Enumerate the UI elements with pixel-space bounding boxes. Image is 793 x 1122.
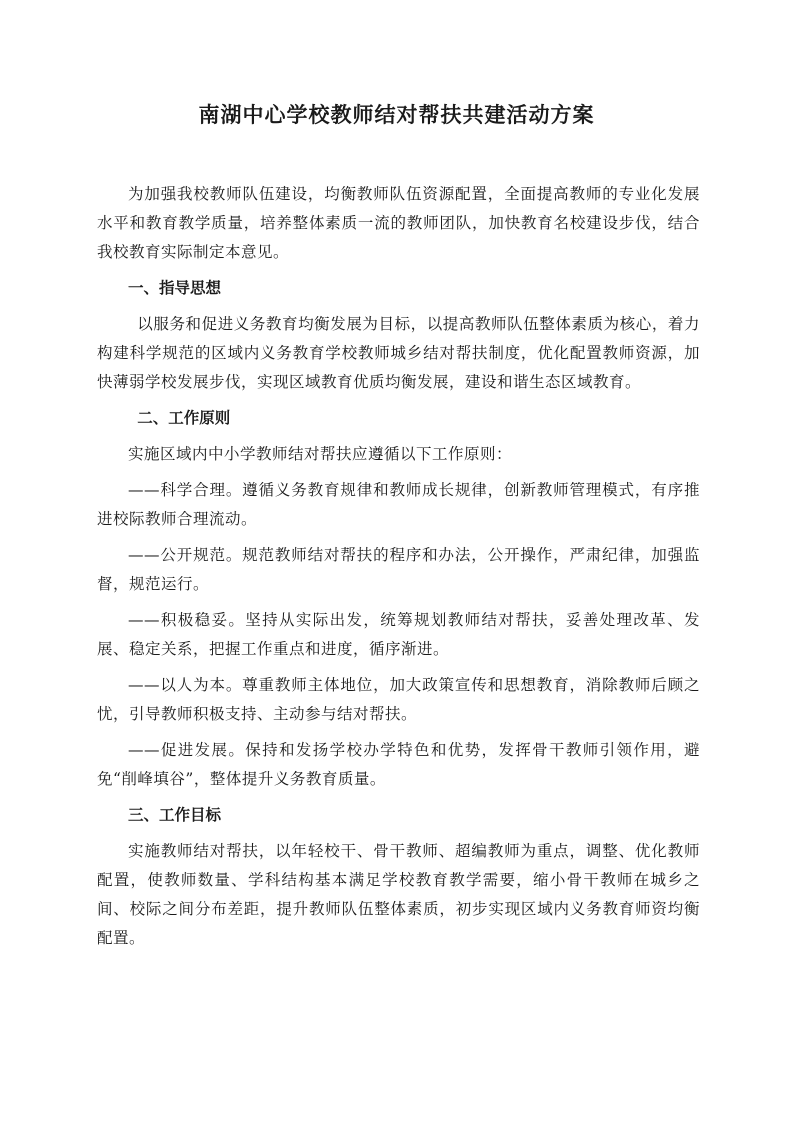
section-paragraph-work-goals: 实施教师结对帮扶，以年轻校干、骨干教师、超编教师为重点，调整、优化教师配置，使教师数量、学科结构基本满足学校教育教学需要，缩小骨干教师在城乡之间、校际之间分布差距，提升教师队伍整体素质，初步实现区域内义务教育师资均衡配置。 bbox=[97, 842, 700, 947]
document-title: 南湖中心学校教师结对帮扶共建活动方案 bbox=[198, 103, 595, 127]
principle-item: ——积极稳妥。坚持从实际出发，统筹规划教师结对帮扶，妥善处理改革、发展、稳定关系，把握工作重点和进度，循序渐进。 bbox=[97, 611, 700, 658]
section-heading-work-principles: 二、工作原则 bbox=[137, 409, 231, 427]
intro-paragraph: 为加强我校教师队伍建设，均衡教师队伍资源配置，全面提高教师的专业化发展水平和教育教学质量，培养整体素质一流的教师团队，加快教育名校建设步伐，结合我校教育实际制定本意见。 bbox=[97, 185, 700, 261]
principle-item: ——促进发展。保持和发扬学校办学特色和优势，发挥骨干教师引领作用，避免“削峰填谷”，整体提升义务教育质量。 bbox=[97, 741, 700, 788]
principle-item: ——公开规范。规范教师结对帮扶的程序和办法，公开操作，严肃纪律，加强监督，规范运行。 bbox=[97, 546, 700, 593]
section-heading-guiding-ideology: 一、指导思想 bbox=[128, 279, 222, 297]
principles-lead-paragraph: 实施区域内中小学教师结对帮扶应遵循以下工作原则： bbox=[128, 445, 513, 463]
section-heading-work-goals: 三、工作目标 bbox=[128, 806, 222, 824]
section-paragraph-guiding-ideology: 以服务和促进义务教育均衡发展为目标，以提高教师队伍整体素质为核心，着力构建科学规范的区域内义务教育学校教师城乡结对帮扶制度，优化配置教师资源，加快薄弱学校发展步伐，实现区域教育优质均衡发展，建设和谐生态区域教育。 bbox=[97, 315, 700, 391]
principle-item: ——科学合理。遵循义务教育规律和教师成长规律，创新教师管理模式，有序推进校际教师合理流动。 bbox=[97, 481, 700, 528]
document-body bbox=[97, 180, 700, 960]
principle-item: ——以人为本。尊重教师主体地位，加大政策宣传和思想教育，消除教师后顾之忧，引导教师积极支持、主动参与结对帮扶。 bbox=[97, 676, 700, 723]
